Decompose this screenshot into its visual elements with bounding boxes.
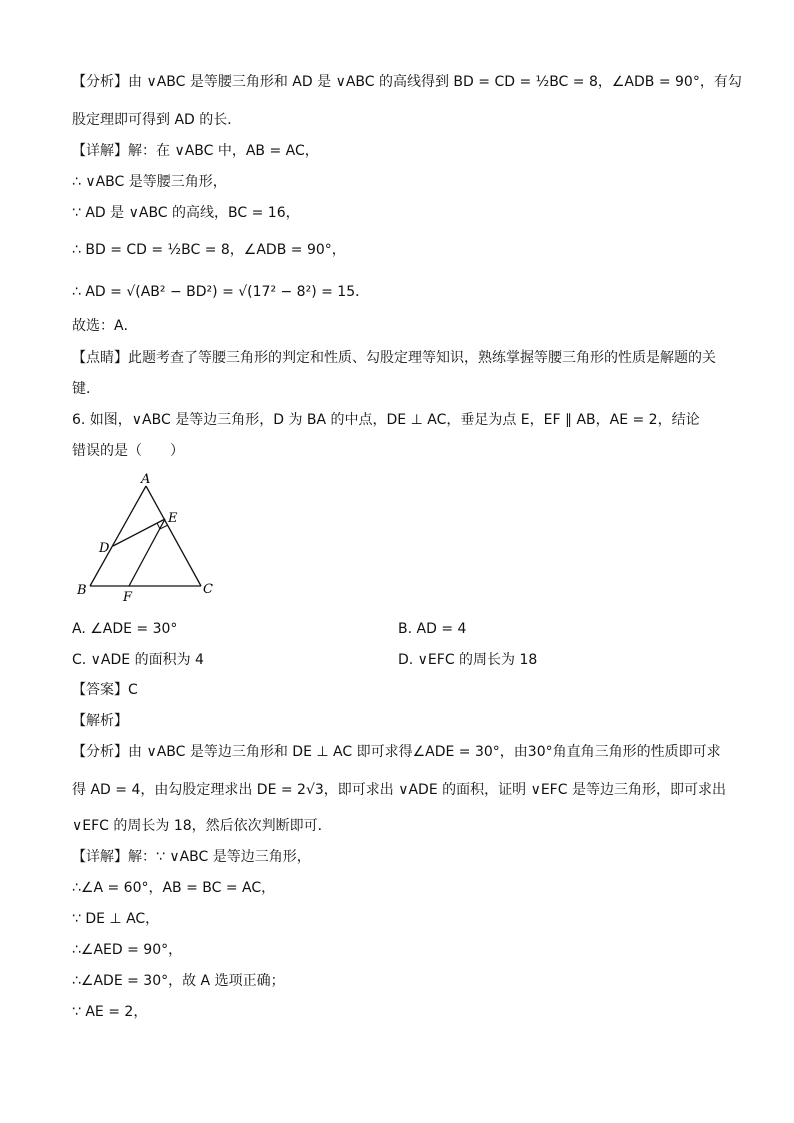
label-F: F — [123, 590, 133, 605]
option-c: C. ∨ADE 的面积为 4 — [72, 652, 204, 668]
detail2-line1: 【详解】解：∵ ∨ABC 是等边三角形， — [72, 849, 311, 865]
analysis2-line2: 得 AD = 4，由勾股定理求出 DE = 2√3，即可求出 ∨ADE 的面积，证明 ∨EFC 是等边三角形，即可求出 — [72, 782, 726, 798]
question6-line1: 6. 如图，∨ABC 是等边三角形，D 为 BA 的中点，DE ⊥ AC，垂足为点 E，EF ∥ AB，AE = 2，结论 — [72, 412, 700, 428]
detail2-line4: ∴∠AED = 90°， — [72, 942, 183, 958]
analysis1-line1: 【分析】由 ∨ABC 是等腰三角形和 AD 是 ∨ABC 的高线得到 BD = CD = ½BC = 8，∠ADB = 90°，有勾 — [72, 74, 742, 90]
label-B: B — [77, 583, 87, 598]
jiexi-line: 【解析】 — [72, 713, 128, 729]
answer-line: 【答案】C — [72, 682, 138, 698]
detail2-line3: ∵ DE ⊥ AC， — [72, 911, 160, 927]
option-b: B. AD = 4 — [398, 621, 467, 637]
label-A: A — [141, 472, 151, 487]
detail1-line3: ∵ AD 是 ∨ABC 的高线，BC = 16， — [72, 205, 300, 221]
analysis1-line2: 股定理即可得到 AD 的长． — [72, 112, 242, 128]
question6-line2: 错误的是（ ） — [72, 443, 184, 459]
segment-AC — [146, 486, 201, 586]
label-E: E — [168, 511, 178, 526]
analysis2-line1: 【分析】由 ∨ABC 是等边三角形和 DE ⊥ AC 即可求得∠ADE = 30°，由30°角直角三角形的性质即可求 — [72, 744, 721, 760]
detail1-line6: 故选：A． — [72, 318, 138, 334]
triangle-figure — [72, 472, 222, 606]
label-D: D — [99, 541, 110, 556]
detail2-line2: ∴∠A = 60°，AB = BC = AC， — [72, 880, 276, 896]
detail1-line4: ∴ BD = CD = ½BC = 8，∠ADB = 90°， — [72, 242, 346, 258]
comment1-line2: 键． — [72, 381, 100, 397]
detail1-line5: ∴ AD = √(AB² − BD²) = √(17² − 8²) = 15． — [72, 284, 370, 300]
option-a: A. ∠ADE = 30° — [72, 621, 178, 637]
detail2-line6: ∵ AE = 2， — [72, 1004, 148, 1020]
analysis2-line3: ∨EFC 的周长为 18，然后依次判断即可． — [72, 818, 332, 834]
label-C: C — [203, 582, 213, 597]
detail1-line1: 【详解】解：在 ∨ABC 中，AB = AC， — [72, 143, 319, 159]
detail2-line5: ∴∠ADE = 30°，故 A 选项正确； — [72, 973, 285, 989]
comment1-line1: 【点睛】此题考查了等腰三角形的判定和性质、勾股定理等知识，熟练掌握等腰三角形的性质是解题的关 — [72, 350, 716, 366]
option-d: D. ∨EFC 的周长为 18 — [398, 652, 538, 668]
detail1-line2: ∴ ∨ABC 是等腰三角形， — [72, 174, 227, 190]
